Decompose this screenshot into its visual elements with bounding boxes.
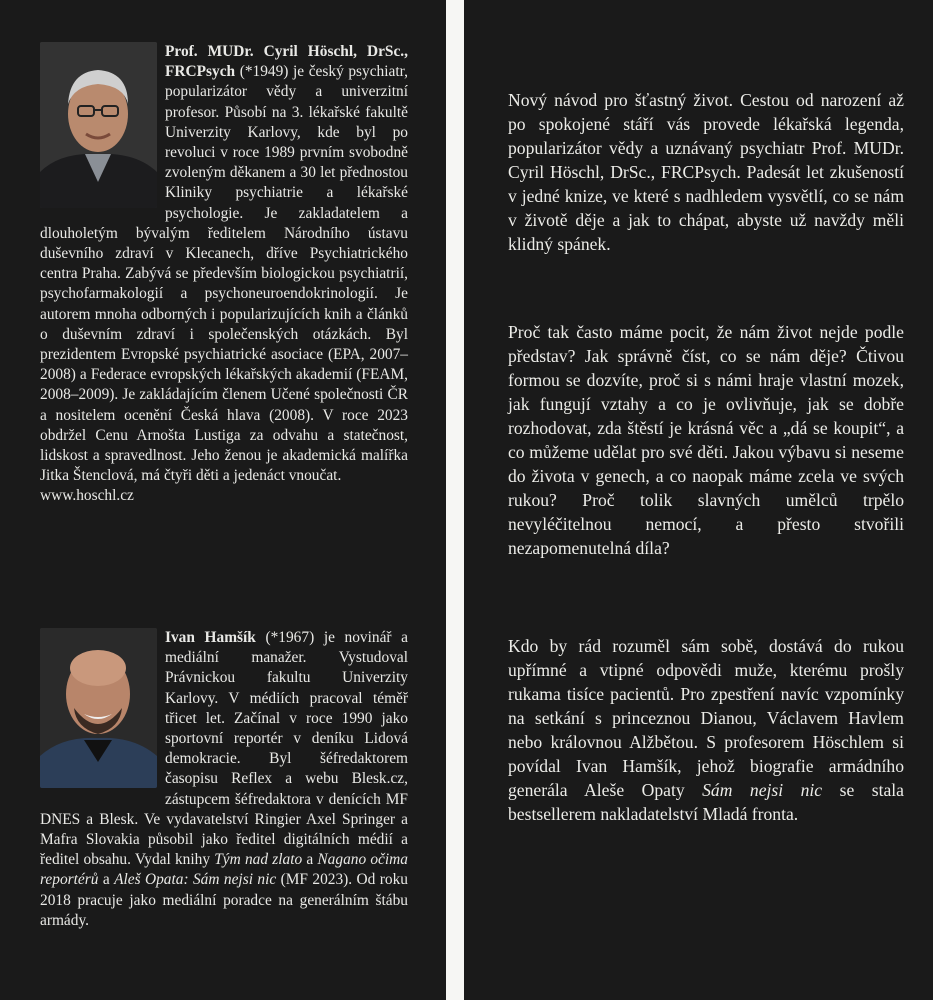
blurb-paragraph-3 (508, 634, 904, 826)
blurb-paragraph-2: Proč tak často máme pocit, že nám život nejde podle představ? Jak správně číst, co se nám děje? Čtivou formou se dozvíte, proč si s námi hraje vlastní mozek, jak fungují vztahy a co je ovlivňuje, jak se dobře rozhodovat, zda štěstí je krásná věc a „dá se koupit“, a co můžeme udělat pro své děti. Jakou výbavu si neseme do života v genech, a co naopak máme zcela ve svých rukou? Proč tolik slavných umělců trpělo nevyléčitelnou nemocí, a přesto stvořili nezapomenutelná díla? (508, 322, 904, 558)
author2-bio-text-part2: (MF 2023). Od roku 2018 pracuje jako mediální poradce na generálním štábu armády. (40, 871, 408, 929)
author2-photo (40, 628, 157, 788)
author1-portrait-image (40, 42, 157, 208)
author1-bio-text: je český psychiatr, popularizátor vědy a univerzitní profesor. Působí na 3. lékařské fakultě Univerzity Karlovy, kde byl po revoluci v roce 1989 prvním svobodně zvoleným děkanem a 30 let přednostou Kliniky psychiatrie a lékařské psychologie. Je zakladatelem a dlouholetým bývalým ředitelem Národního ústavu duševního zdraví v Klecanech, dříve Psychiatrického centra Praha. Zabývá se především biologickou psychiatrií, psychofarmakologií a psychoneuroendokrinologií. Je autorem mnoha odborných i popularizujících knih a článků o duševním zdraví i společenských otázkách. Byl prezidentem Evropské psychiatrické asociace (EPA, 2007–2008) a Federace evropských lékařských akademií (FEAM, 2008–2009). Je zakládajícím členem Učené společnosti ČR a nositelem ocenění Česká hlava (2008). V roce 2023 obdržel Cenu Arnošta Lustiga za odvahu a statečnost, lidskost a spravedlnost. Jeho ženou je akademická malířka Jitka Štenclová, má čtyři děti a jedenáct vnoučat. (40, 63, 408, 485)
blurb-paragraph-3-part1: Kdo by rád rozuměl sám sobě, dostává do rukou upřímné a vtipné odpovědi muže, kterému prošly rukama tisíce pacientů. Pro zpestření navíc vzpomínky na setkání s princeznou Dianou, Václavem Havlem nebo královnou Alžbětou. S profesorem Höschlem si povídal Ivan Hamšík, jehož biografie armádního generála Aleše Opaty (508, 636, 904, 800)
author2-bio-block (40, 628, 408, 931)
author1-born: (*1949) (239, 63, 289, 81)
blurb-paragraph-1: Nový návod pro šťastný život. Cestou od narození až po spokojené stáří vás provede lékařská legenda, popularizátor vědy a uznávaný psychiatr Prof. MUDr. Cyril Höschl, DrSc., FRCPsych. Padesát let zkušeností v jedné knize, ve které s nadhledem vysvětlí, co se nám v životě děje a jak to chápat, abyste už navždy měli klidný spánek. (508, 90, 904, 254)
author2-born: (*1967) (265, 629, 315, 646)
author1-bio-block (40, 42, 408, 507)
author1-name: Prof. MUDr. Cyril Höschl, DrSc., FRCPsych (165, 43, 408, 81)
left-flap (0, 0, 446, 1000)
blurb-paragraph-3-part2: se stala bestsellerem nakladatelství Mladá fronta. (508, 780, 904, 824)
author2-joiner2: a (102, 871, 110, 889)
author2-portrait-image (40, 628, 157, 788)
author2-book1-title: Tým nad zlato (214, 851, 303, 869)
author2-name: Ivan Hamšík (165, 629, 256, 646)
blurb-book-title: Sám nejsi nic (702, 780, 823, 800)
author1-photo (40, 42, 157, 208)
author2-bio-text-part1: je novinář a mediální manažer. Vystudoval Právnickou fakultu Univerzity Karlovy. V médiích pracoval téměř třicet let. Začínal v roce 1990 jako sportovní reportér v deníku Lidová demokracie. Byl šéfredaktorem časopisu Reflex a webu Blesk.cz, zástupcem šéfredaktora v denících MF DNES a Blesk. Ve vydavatelství Ringier Axel Springer a Mafra Slovakia působil jako ředitel digitálních médií a ředitel obsahu. Vydal knihy (40, 629, 408, 869)
author2-joiner1: a (306, 851, 314, 869)
author2-book2-title: Nagano očima reportérů (40, 851, 408, 889)
author1-website[interactable]: www.hoschl.cz (40, 487, 134, 505)
page-gutter (446, 0, 464, 1000)
author2-book3-title: Aleš Opata: Sám nejsi nic (114, 871, 277, 889)
